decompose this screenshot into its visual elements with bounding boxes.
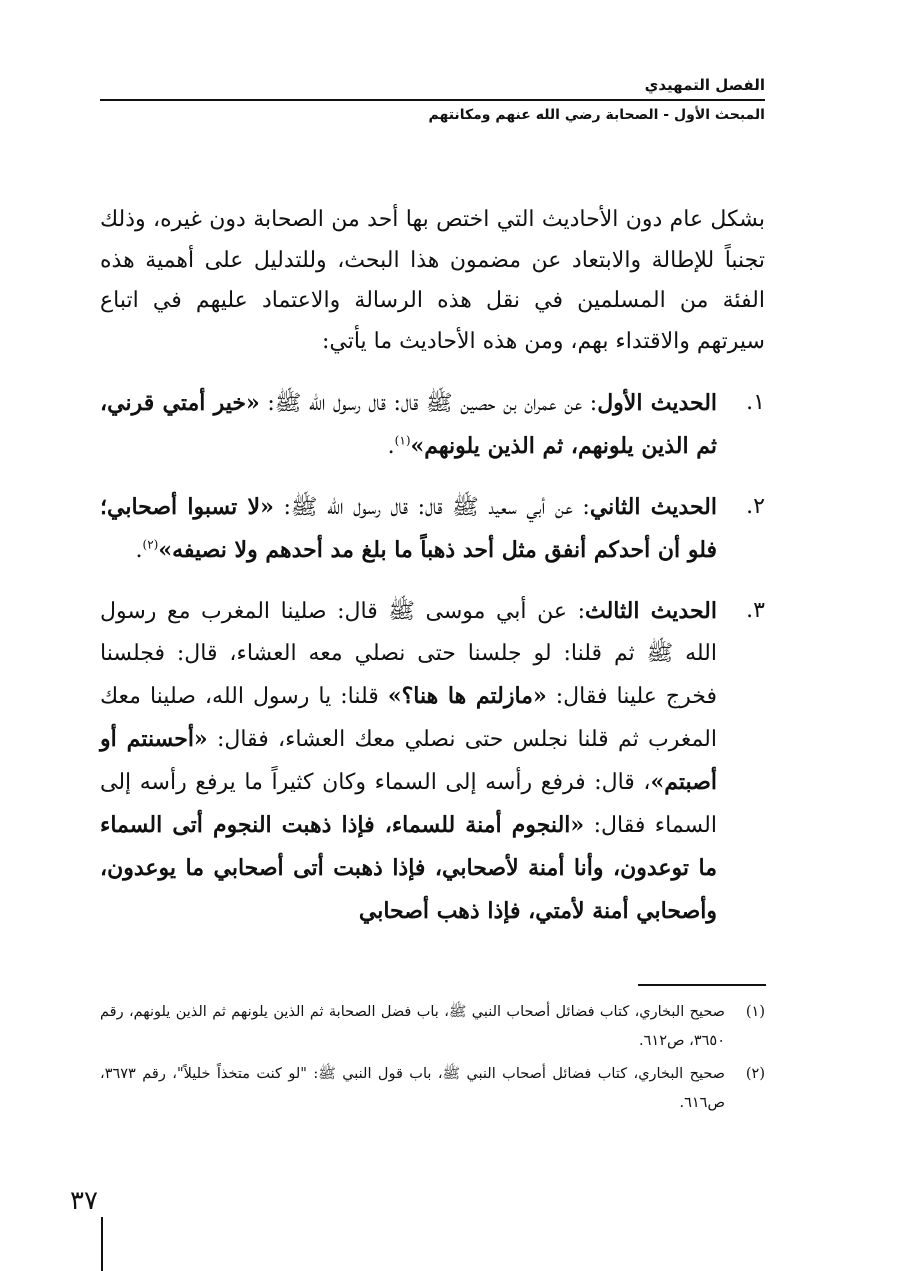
hadith-quote: «أحسنتم أو أصبتم»: [100, 726, 717, 795]
hadith-title: الحديث الثاني: [589, 494, 717, 520]
hadith-text: : عن أبي سعيد ﷺ قال: قال رسول الله ﷺ:: [273, 495, 590, 520]
hadith-title: الحديث الثالث: [584, 598, 717, 624]
item-number: ١.: [746, 390, 765, 415]
footnote-separator: [638, 984, 766, 986]
footnote-2: [100, 1060, 765, 1118]
page-number: ٣٧: [70, 1186, 98, 1216]
hadith-item-3: [100, 590, 765, 933]
footnote-ref[interactable]: (١): [394, 433, 411, 448]
hadith-item-1: [100, 382, 765, 468]
footnote-number: (١): [745, 1004, 765, 1020]
footnote-1: [100, 998, 765, 1056]
running-header: [100, 74, 765, 126]
hadith-quote: «النجوم أمنة للسماء، فإذا ذهبت النجوم أتى السماء ما توعدون، وأنا أمنة لأصحابي، فإذا ذهبت أتى أصحابي ما يوعدون، وأصحابي أمنة لأمتي، فإذا ذهب أصحابي: [100, 812, 717, 924]
hadith-item-2: [100, 486, 765, 572]
hadith-quote: «خير أمتي قرني، ثم الذين يلونهم، ثم الذين يلونهم»: [100, 390, 717, 459]
main-text: [100, 200, 765, 951]
hadith-list: [100, 382, 765, 933]
footnote-text: صحيح البخاري، كتاب فضائل أصحاب النبي ﷺ، باب فضل الصحابة ثم الذين يلونهم ثم الذين يلونهم، رقم ٣٦٥٠، ص٦١٢.: [100, 1004, 725, 1049]
chapter-title: الفصل التمهيدي: [644, 76, 765, 94]
intro-paragraph: بشكل عام دون الأحاديث التي اختص بها أحد من الصحابة دون غيره، وذلك تجنباً للإطالة والابتعاد عن مضمون هذا البحث، وللتدليل على أهمية هذه الفئة من المسلمين في نقل هذه الرسالة والاعتماد عليهم في اتباع سيرتهم والاقتداء بهم، ومن هذه الأحاديث ما يأتي:: [100, 207, 765, 354]
hadith-title: الحديث الأول: [597, 390, 718, 416]
hadith-text: قلنا: يا رسول الله، صلينا معك المغرب ثم قلنا نجلس حتى نصلي معك العشاء، فقال:: [100, 684, 717, 752]
section-title: المبحث الأول - الصحابة رضي الله عنهم ومكانتهم: [428, 107, 765, 123]
punctuation: .: [135, 538, 143, 563]
footnotes: [100, 998, 765, 1122]
hadith-text: : عن عمران بن حصين ﷺ قال: قال رسول الله ﷺ:: [259, 391, 598, 416]
footnote-number: (٢): [745, 1066, 765, 1082]
item-number: ٢.: [746, 494, 765, 519]
hadith-quote: «مازلتم ها هنا؟»: [387, 683, 547, 709]
margin-rule: [101, 1217, 103, 1271]
item-number: ٣.: [746, 598, 765, 623]
hadith-text: ، قال: فرفع رأسه إلى السماء وكان كثيراً ما يرفع رأسه إلى السماء فقال:: [100, 770, 717, 838]
footnote-text: صحيح البخاري، كتاب فضائل أصحاب النبي ﷺ، باب قول النبي ﷺ: "لو كنت متخذاً خليلاً"، رقم ٣٦٧٣، ص٦١٦.: [100, 1066, 725, 1111]
punctuation: .: [387, 434, 395, 459]
hadith-text: : عن أبي موسى ﷺ قال: صلينا المغرب مع رسول الله ﷺ ثم قلنا: لو جلسنا حتى نصلي معه العشاء، قال: فجلسنا فخرج علينا فقال:: [100, 599, 717, 709]
header-rule: [100, 99, 765, 101]
hadith-quote: «لا تسبوا أصحابي؛ فلو أن أحدكم أنفق مثل أحد ذهباً ما بلغ مد أحدهم ولا نصيفه»: [100, 494, 717, 563]
footnote-ref[interactable]: (٢): [142, 537, 159, 552]
